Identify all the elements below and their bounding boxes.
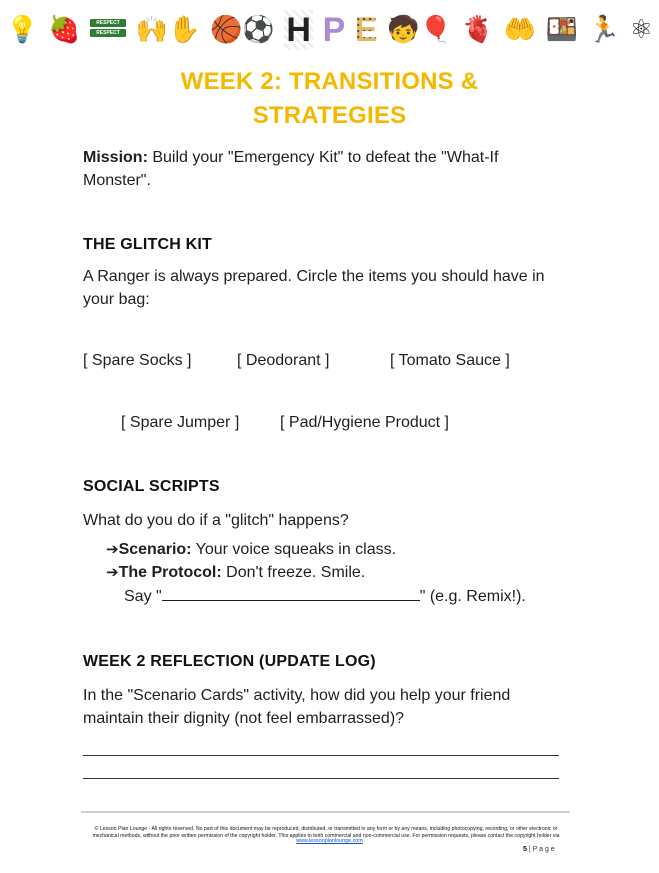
protocol-bullet (106, 563, 365, 582)
mission-paragraph (83, 146, 543, 192)
runner-icon: 🏃 (587, 15, 620, 45)
glitch-kit-instruction: A Ranger is always prepared. Circle the items you should have in your bag: (83, 268, 545, 308)
kit-item-tomato-sauce[interactable]: [ Tomato Sauce ] (390, 352, 510, 369)
answer-line-1[interactable] (83, 755, 559, 756)
respect-sign-icon: RESPECT RESPECT (90, 17, 126, 43)
protocol-text: Don't freeze. Smile. (221, 564, 366, 581)
answer-line-2[interactable] (83, 778, 559, 779)
kit-item-deodorant[interactable]: [ Deodorant ] (237, 352, 330, 369)
open-hands-heart-icon: 🤲 (503, 15, 536, 45)
footer-website-link[interactable]: www.lessonplanlounge.com (296, 838, 363, 844)
mission-text: Build your "Emergency Kit" to defeat the "What-If Monster". (83, 149, 499, 189)
lightbulb-icon: 💡 (6, 15, 39, 45)
kit-item-pad-hygiene[interactable]: [ Pad/Hygiene Product ] (280, 414, 449, 431)
heart-hands-icon: 🫀 (461, 15, 494, 45)
footer-divider (81, 811, 570, 813)
sports-balls-icon: 🏀⚽ (210, 15, 275, 45)
reflection-question: In the "Scenario Cards" activity, how did you help your friend maintain their dignity (not feel embarrassed)? (83, 687, 511, 727)
food-icon: 🍱 (545, 15, 578, 45)
protocol-label: The Protocol: (118, 564, 222, 581)
mission-label: Mission: (83, 149, 148, 166)
say-suffix: " (e.g. Remix!). (419, 588, 526, 605)
letter-e: E (354, 11, 378, 49)
arrow-right-icon: ➔ (106, 563, 119, 581)
say-line (124, 587, 526, 606)
kit-item-spare-socks[interactable]: [ Spare Socks ] (83, 352, 192, 369)
social-scripts-heading: SOCIAL SCRIPTS (83, 478, 220, 495)
page-title-line-1: WEEK 2: TRANSITIONS & (180, 68, 479, 95)
kit-item-spare-jumper[interactable]: [ Spare Jumper ] (121, 414, 240, 431)
reflection-heading: WEEK 2 REFLECTION (UPDATE LOG) (83, 653, 376, 670)
say-prefix: Say " (124, 588, 162, 605)
scenario-label: Scenario: (118, 541, 192, 558)
social-scripts-question: What do you do if a "glitch" happens? (83, 512, 349, 529)
strawberry-icon: 🍓 (48, 15, 81, 45)
page-title-line-2: STRATEGIES (252, 102, 407, 129)
page-number: 5 | P a g e (523, 846, 555, 853)
say-blank-input[interactable] (162, 587, 420, 601)
glitch-kit-heading: THE GLITCH KIT (83, 236, 213, 253)
letter-h: H (286, 11, 311, 49)
arrow-right-icon: ➔ (106, 540, 119, 558)
kids-playing-icon: 🧒🎈 (387, 15, 452, 45)
scenario-bullet (106, 540, 396, 559)
crowd-of-hands-icon: 🙌✋ (135, 15, 201, 45)
header-banner (0, 8, 659, 52)
scenario-text: Your voice squeaks in class. (191, 541, 397, 558)
footer-copyright: © Lesson Plan Lounge - All rights reserved. No part of this document may be reproduced, distributed, or transmitted in any form or by any means, including photocopying, recording, or other electronic or mechanical methods, without the prior written permission of the copyright holder. This applies to both commercial and non-commercial use. For permission requests, please contact the copyright holder via (92, 826, 560, 839)
letter-p: P (322, 11, 346, 49)
molecule-icon: ⚛ (629, 15, 653, 45)
